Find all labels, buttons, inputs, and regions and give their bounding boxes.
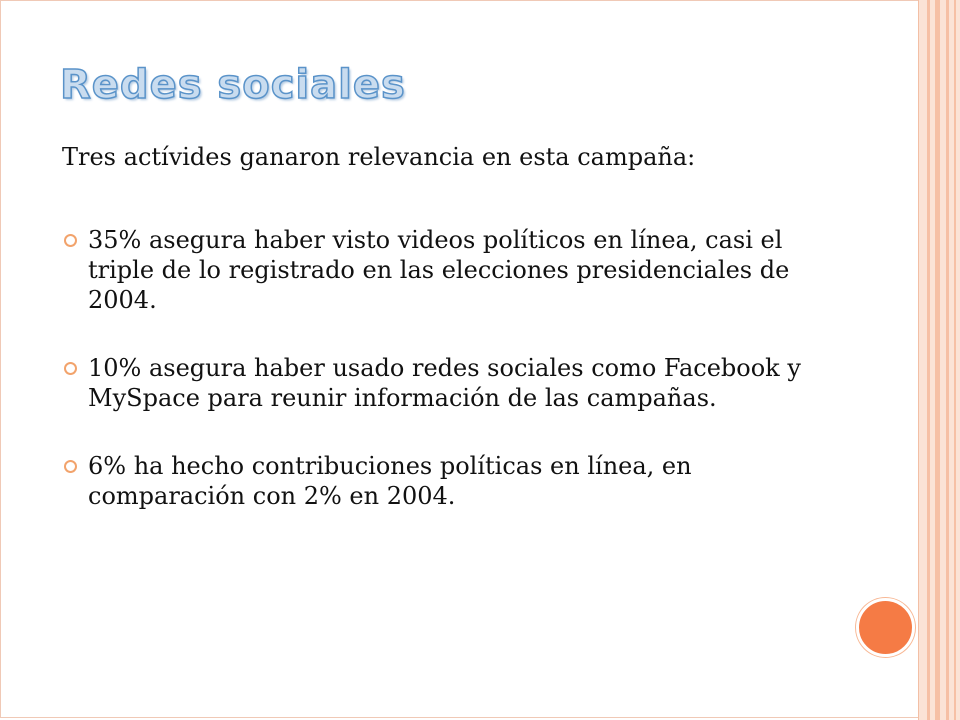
- orange-circle-icon: [856, 598, 915, 657]
- bullet-text: 6% ha hecho contribuciones políticas en línea, en comparación con 2% en 2004.: [88, 452, 692, 510]
- bullet-list: [62, 225, 852, 549]
- ring-bullet-icon: [64, 234, 77, 247]
- bullet-item: [62, 225, 852, 315]
- bullet-text: 35% asegura haber visto videos políticos en línea, casi el triple de lo registrado en las elecciones presidenciales de 2004.: [88, 226, 790, 314]
- bullet-item: [62, 451, 852, 511]
- slide-title: Redes sociales: [60, 62, 406, 108]
- stripe: [935, 0, 940, 720]
- bullet-text: 10% asegura haber usado redes sociales como Facebook y MySpace para reunir información de las campañas.: [88, 354, 801, 412]
- stripe: [946, 0, 949, 720]
- ring-bullet-icon: [64, 460, 77, 473]
- stripe: [927, 0, 930, 720]
- decorative-stripes: [918, 0, 960, 720]
- ring-bullet-icon: [64, 362, 77, 375]
- slide-intro: Tres actívides ganaron relevancia en esta campaña:: [62, 143, 696, 171]
- stripe: [954, 0, 956, 720]
- bullet-item: [62, 353, 852, 413]
